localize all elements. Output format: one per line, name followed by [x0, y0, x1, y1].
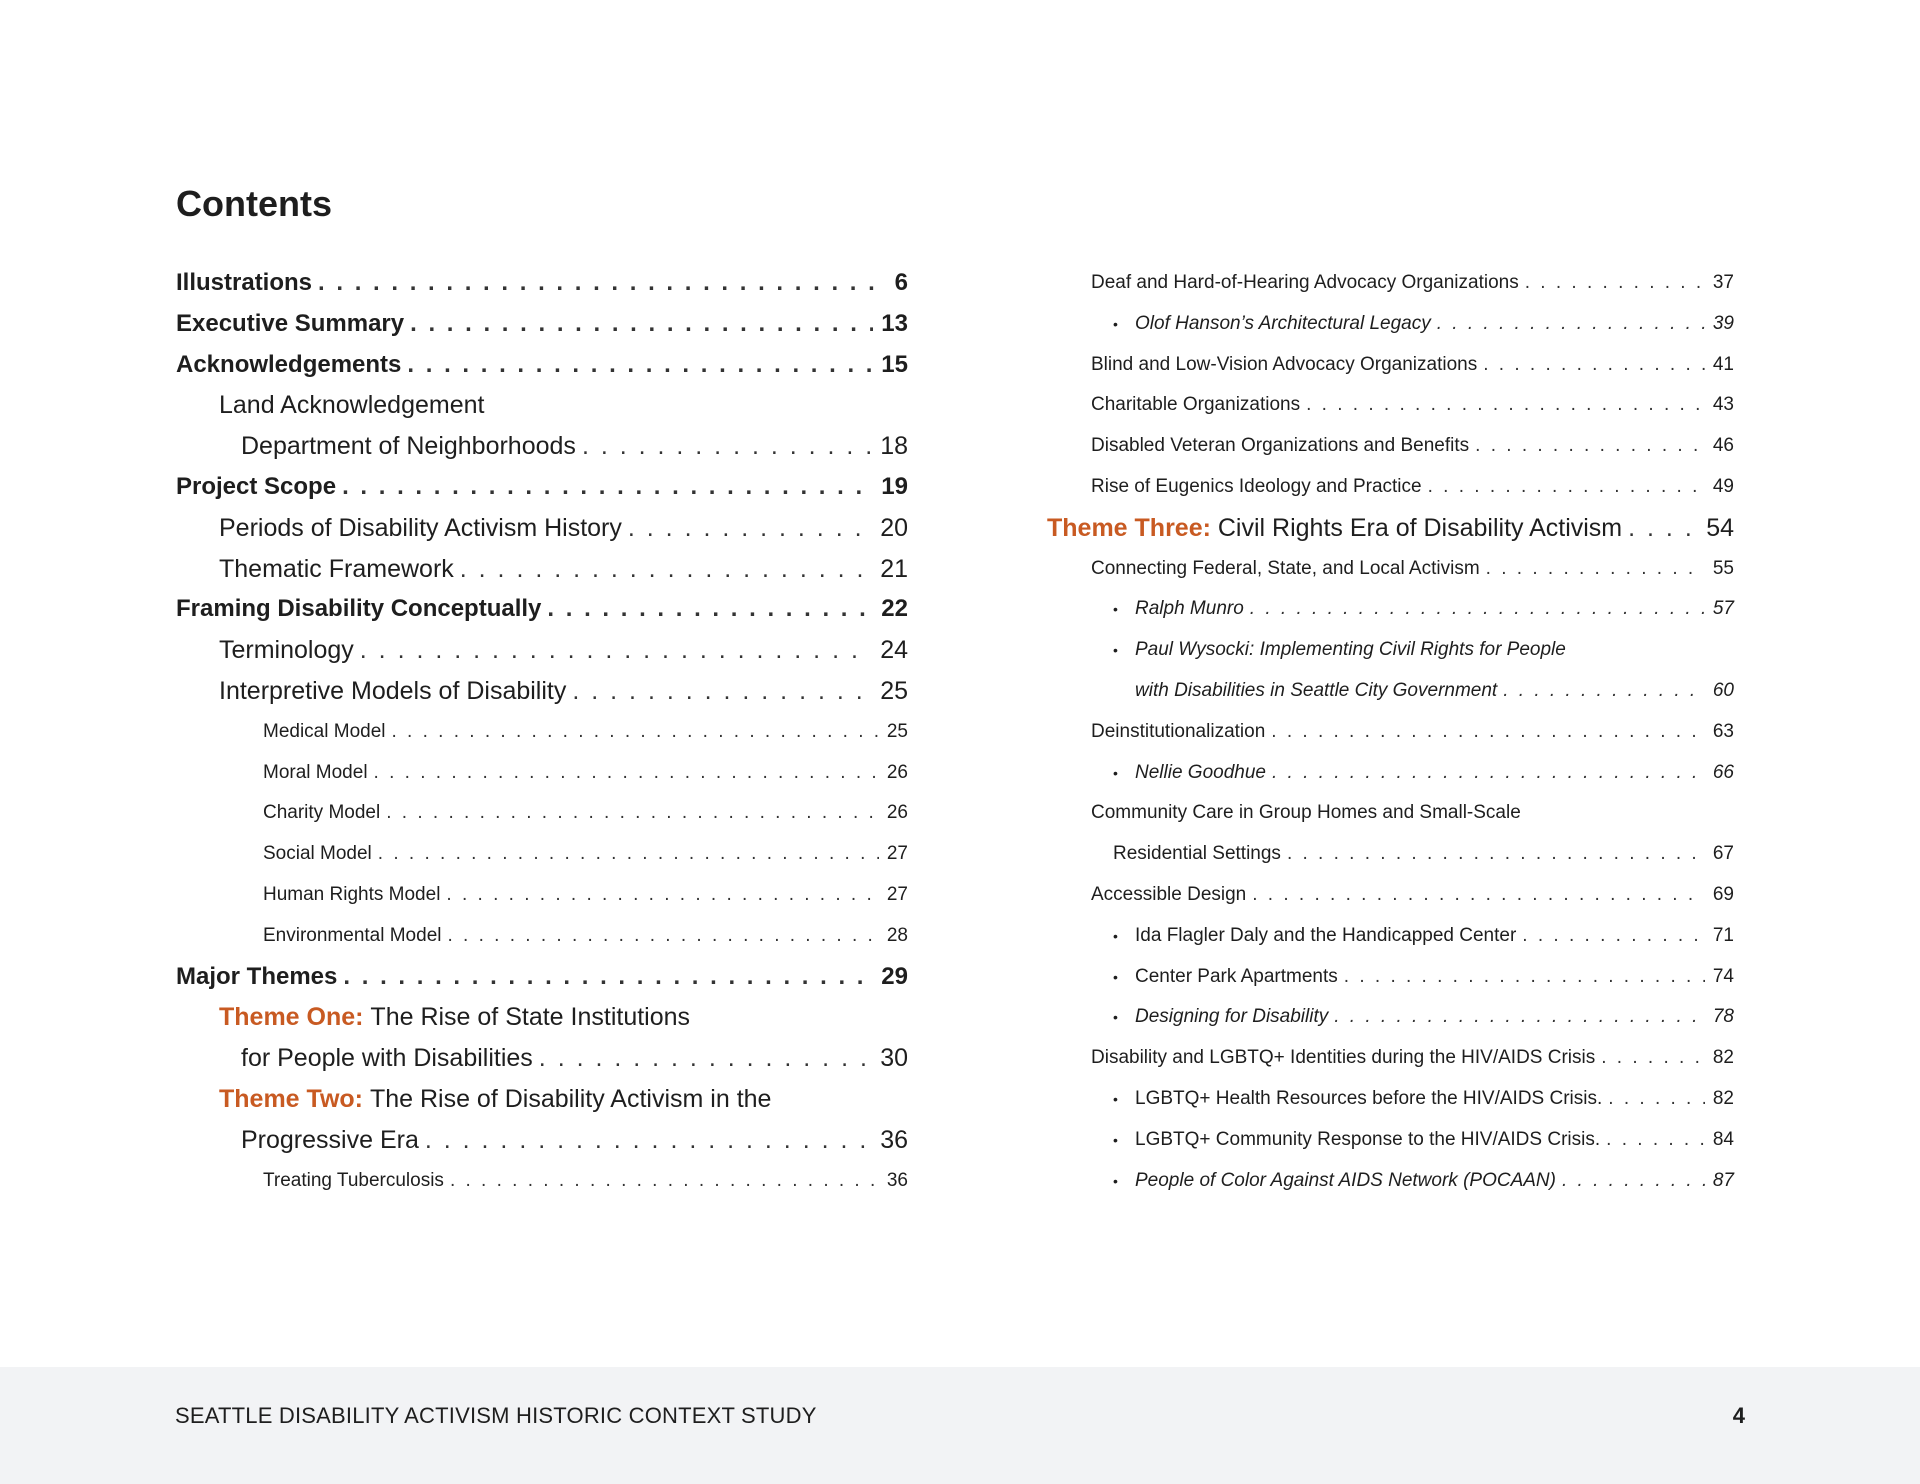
toc-entry-title: Community Care in Group Homes and Small-Scale: [1091, 802, 1521, 824]
toc-entry-label: [241, 429, 576, 463]
theme-number-label: Theme Three:: [1047, 513, 1218, 542]
toc-entry-label: [219, 674, 566, 708]
toc-entry-title: Charity Model: [263, 802, 381, 824]
bullet-icon: •: [1113, 601, 1118, 618]
toc-entry-label: [263, 919, 441, 953]
dot-leader: [460, 552, 872, 586]
toc-entry-title: Executive Summary: [176, 309, 405, 337]
toc-entry[interactable]: [176, 266, 908, 300]
toc-entry[interactable]: [1091, 429, 1734, 463]
toc-entry-label: [1091, 715, 1265, 749]
toc-entry-title: Disabled Veteran Organizations and Benefits: [1091, 435, 1470, 457]
dot-leader: [407, 348, 873, 382]
toc-entry-title: Human Rights Model: [263, 884, 441, 905]
toc-entry-page-number: 84: [1712, 1128, 1734, 1150]
dot-leader: [539, 1041, 872, 1075]
dot-leader: [447, 919, 878, 953]
toc-entry-label: [219, 1000, 690, 1034]
toc-entry[interactable]: [1113, 1000, 1734, 1034]
toc-entry[interactable]: [1113, 837, 1734, 871]
toc-entry-title: Civil Rights Era of Disability Activism: [1217, 513, 1623, 542]
dot-leader: [450, 1164, 879, 1198]
toc-entry-title: Deaf and Hard-of-Hearing Advocacy Organizations: [1091, 272, 1519, 293]
toc-entry[interactable]: [1113, 307, 1734, 341]
toc-entry-title: Project Scope: [176, 473, 337, 500]
theme-number-label: Theme One:: [219, 1003, 371, 1032]
toc-entry-page-number: 46: [1712, 435, 1734, 457]
toc-entry-title: Moral Model: [263, 761, 368, 783]
toc-entry-label: [263, 715, 386, 749]
toc-entry-page-number: 36: [886, 1169, 908, 1191]
toc-entry-title: Interpretive Models of Disability: [219, 677, 567, 705]
toc-entry[interactable]: [176, 960, 908, 994]
toc-entry[interactable]: [263, 1164, 908, 1198]
toc-entry-label: [1113, 1000, 1329, 1034]
toc-entry-page-number: 43: [1712, 394, 1734, 416]
dot-leader: [1287, 837, 1705, 871]
dot-leader: [1628, 511, 1698, 545]
dot-leader: [374, 756, 879, 790]
toc-entry-page-number: 13: [881, 309, 908, 337]
toc-entry-label: [1113, 756, 1266, 790]
dot-leader: [446, 878, 878, 912]
toc-entry-page-number: 55: [1712, 557, 1734, 579]
dot-leader: [1428, 470, 1705, 504]
bullet-icon: •: [1113, 1009, 1118, 1026]
dot-leader: [343, 960, 873, 994]
toc-entry-label: [263, 796, 380, 830]
toc-entry[interactable]: [1091, 470, 1734, 504]
toc-entry[interactable]: [1113, 1123, 1734, 1157]
toc-entry-title: Terminology: [219, 636, 354, 665]
toc-entry-label: [263, 878, 440, 912]
toc-entry-title: Center Park Apartments: [1135, 965, 1338, 987]
dot-leader: [1483, 348, 1705, 382]
dot-leader: [1503, 674, 1705, 708]
toc-entry-page-number: 19: [881, 473, 908, 500]
toc-entry-title: People of Color Against AIDS Network (POCAAN): [1135, 1169, 1556, 1191]
toc-entry-page-number: 74: [1712, 965, 1734, 987]
toc-entry-label: [263, 837, 372, 871]
toc-entry-title: Deinstitutionalization: [1091, 720, 1266, 742]
dot-leader: [318, 266, 887, 300]
toc-entry[interactable]: [1113, 1164, 1734, 1198]
toc-entry-label: [1091, 1041, 1595, 1075]
toc-entry[interactable]: [1091, 388, 1734, 422]
toc-entry-page-number: 28: [886, 924, 908, 946]
toc-entry-label: [241, 1123, 419, 1157]
bullet-icon: •: [1113, 764, 1118, 781]
toc-entry-label: [1113, 1082, 1603, 1116]
toc-entry-title: Medical Model: [263, 720, 386, 742]
toc-entry-label: [1091, 796, 1521, 830]
toc-entry-label: [219, 388, 484, 422]
toc-entry[interactable]: [219, 1082, 908, 1116]
toc-entry[interactable]: [1113, 756, 1734, 790]
dot-leader: [1522, 919, 1705, 953]
toc-entry-label: [176, 592, 541, 626]
toc-entry-title: Environmental Model: [263, 924, 442, 946]
toc-entry[interactable]: [176, 592, 908, 626]
toc-entry-label: [219, 552, 454, 586]
toc-entry-page-number: 87: [1712, 1169, 1734, 1191]
dot-leader: [1606, 1123, 1705, 1157]
toc-entry-page-number: 63: [1712, 720, 1734, 742]
footer-page-number: 4: [1732, 1403, 1745, 1428]
toc-entry[interactable]: [1091, 552, 1734, 586]
toc-entry-label: [1091, 878, 1246, 912]
toc-entry-title: The Rise of State Institutions: [370, 1003, 691, 1032]
toc-entry-title: LGBTQ+ Community Response to the HIV/AIDS Crisis.: [1135, 1128, 1601, 1150]
theme-number-label: Theme Two:: [219, 1085, 370, 1113]
dot-leader: [1334, 1000, 1705, 1034]
toc-entry[interactable]: [176, 348, 908, 382]
toc-entry[interactable]: [263, 878, 908, 912]
toc-entry-title: Illustrations: [176, 269, 313, 296]
toc-entry-page-number: 25: [886, 720, 908, 742]
toc-entry[interactable]: [263, 796, 908, 830]
toc-entry-label: [1091, 429, 1469, 463]
dot-leader: [392, 715, 879, 749]
toc-entry-label: [176, 266, 312, 300]
toc-entry-label: [176, 348, 401, 382]
toc-entry[interactable]: [1091, 348, 1734, 382]
dot-leader: [342, 470, 873, 504]
toc-entry-page-number: 26: [886, 761, 908, 783]
toc-entry-label: [1091, 388, 1300, 422]
toc-entry-label: [219, 633, 354, 667]
toc-entry-label: [1113, 592, 1244, 626]
dot-leader: [1306, 388, 1705, 422]
dot-leader: [1271, 715, 1705, 749]
toc-entry-label: [219, 511, 622, 545]
toc-entry[interactable]: [1091, 266, 1734, 300]
toc-entry-label: [1047, 511, 1622, 545]
bullet-icon: •: [1113, 968, 1118, 985]
toc-entry-label: [1091, 552, 1480, 586]
toc-entry-title: Disability and LGBTQ+ Identities during the HIV/AIDS Crisis: [1091, 1047, 1596, 1069]
toc-entry-page-number: 66: [1712, 761, 1734, 783]
toc-entry[interactable]: [1091, 878, 1734, 912]
toc-entry-title: for People with Disabilities: [241, 1044, 533, 1073]
toc-entry[interactable]: [176, 307, 908, 341]
toc-entry[interactable]: [219, 633, 908, 667]
dot-leader: [360, 633, 872, 667]
toc-entry-label: [1113, 633, 1566, 667]
toc-entry[interactable]: [219, 388, 908, 422]
toc-entry[interactable]: [219, 1000, 908, 1034]
toc-entry-page-number: 27: [886, 884, 908, 905]
toc-entry-title: Treating Tuberculosis: [263, 1169, 444, 1191]
bullet-icon: •: [1113, 642, 1118, 659]
toc-entry-title: Designing for Disability: [1135, 1006, 1329, 1028]
toc-entry-label: [1091, 266, 1519, 300]
toc-entry[interactable]: [263, 919, 908, 953]
toc-entry-title: Ida Flagler Daly and the Handicapped Center: [1135, 924, 1517, 946]
toc-entry-title: Ralph Munro: [1135, 598, 1244, 620]
toc-entry-title: Paul Wysocki: Implementing Civil Rights for People: [1135, 639, 1566, 661]
toc-entry-title: with Disabilities in Seattle City Government: [1135, 680, 1498, 701]
toc-entry-title: The Rise of Disability Activism in the: [369, 1085, 772, 1113]
dot-leader: [425, 1123, 872, 1157]
toc-entry-title: Framing Disability Conceptually: [176, 595, 542, 623]
dot-leader: [1525, 266, 1705, 300]
toc-entry-page-number: 29: [881, 962, 908, 990]
toc-entry-label: [176, 307, 404, 341]
bullet-icon: •: [1113, 1172, 1118, 1189]
bullet-icon: •: [1113, 927, 1118, 944]
toc-entry-page-number: 37: [1712, 272, 1734, 293]
toc-entry-label: [1091, 348, 1477, 382]
toc-entry-page-number: 57: [1712, 598, 1734, 620]
page-footer: [0, 1367, 1920, 1484]
toc-entry-label: [1135, 674, 1497, 708]
toc-entry-page-number: 36: [880, 1125, 908, 1154]
toc-entry-title: Rise of Eugenics Ideology and Practice: [1091, 476, 1422, 497]
toc-entry-label: [1113, 307, 1431, 341]
toc-entry[interactable]: [241, 1123, 908, 1157]
page-title: Contents: [176, 183, 332, 224]
toc-entry-page-number: 25: [880, 677, 908, 705]
toc-entry-title: Periods of Disability Activism History: [219, 513, 622, 542]
toc-entry[interactable]: [263, 756, 908, 790]
dot-leader: [1475, 429, 1705, 463]
dot-leader: [410, 307, 873, 341]
toc-entry-title: Department of Neighborhoods: [241, 432, 576, 461]
toc-entry-label: [1113, 1123, 1601, 1157]
toc-entry[interactable]: [1091, 796, 1734, 830]
dot-leader: [378, 837, 879, 871]
toc-entry-page-number: 24: [880, 636, 908, 665]
dot-leader: [1601, 1041, 1705, 1075]
toc-entry[interactable]: [263, 715, 908, 749]
toc-entry-title: Land Acknowledgement: [219, 391, 485, 420]
toc-entry-page-number: 22: [881, 595, 908, 623]
dot-leader: [1250, 592, 1705, 626]
toc-entry-page-number: 20: [880, 513, 908, 542]
dot-leader: [1252, 878, 1705, 912]
footer-document-title: SEATTLE DISABILITY ACTIVISM HISTORIC CONTEXT STUDY: [175, 1403, 817, 1428]
dot-leader: [1272, 756, 1705, 790]
toc-entry-page-number: 26: [886, 802, 908, 824]
toc-entry[interactable]: [1113, 592, 1734, 626]
dot-leader: [386, 796, 879, 830]
toc-entry[interactable]: [263, 837, 908, 871]
toc-entry-page-number: 30: [880, 1044, 908, 1073]
toc-entry-title: Accessible Design: [1091, 884, 1247, 905]
dot-leader: [628, 511, 872, 545]
toc-entry-title: LGBTQ+ Health Resources before the HIV/AIDS Crisis.: [1135, 1088, 1603, 1109]
toc-entry[interactable]: [219, 674, 908, 708]
toc-entry-label: [1113, 919, 1517, 953]
toc-entry-page-number: 82: [1712, 1088, 1734, 1109]
dot-leader: [1437, 307, 1705, 341]
toc-entry-label: [176, 960, 337, 994]
toc-entry-label: [1113, 960, 1338, 994]
toc-entry[interactable]: [1113, 633, 1734, 667]
toc-entry-page-number: 18: [880, 432, 908, 461]
toc-entry[interactable]: [1135, 674, 1734, 708]
toc-entry-page-number: 15: [881, 350, 908, 378]
dot-leader: [582, 429, 872, 463]
toc-entry-title: Charitable Organizations: [1091, 394, 1301, 416]
bullet-icon: •: [1113, 1091, 1118, 1107]
toc-entry-label: [176, 470, 336, 504]
toc-entry-page-number: 6: [894, 269, 908, 296]
toc-entry-page-number: 67: [1712, 843, 1734, 865]
toc-entry-label: [263, 756, 368, 790]
dot-leader: [547, 592, 873, 626]
toc-entry-title: Residential Settings: [1113, 843, 1281, 865]
toc-entry-label: [1091, 470, 1422, 504]
toc-entry-page-number: 78: [1712, 1006, 1734, 1028]
toc-entry[interactable]: [1113, 919, 1734, 953]
toc-entry-page-number: 54: [1706, 513, 1734, 542]
toc-entry[interactable]: [1113, 960, 1734, 994]
toc-entry[interactable]: [241, 429, 908, 463]
toc-entry-page-number: 39: [1712, 312, 1734, 334]
toc-entry-title: Major Themes: [176, 962, 338, 990]
bullet-icon: •: [1113, 1131, 1118, 1148]
toc-entry[interactable]: [1047, 511, 1734, 545]
toc-entry[interactable]: [219, 511, 908, 545]
toc-entry[interactable]: [176, 470, 908, 504]
toc-entry-label: [263, 1164, 444, 1198]
dot-leader: [1486, 552, 1705, 586]
toc-entry-label: [1113, 837, 1281, 871]
bullet-icon: •: [1113, 315, 1118, 332]
toc-entry-page-number: 21: [880, 554, 908, 583]
dot-leader: [1562, 1164, 1705, 1198]
toc-entry[interactable]: [241, 1041, 908, 1075]
toc-entry-page-number: 41: [1712, 353, 1734, 375]
toc-entry-title: Olof Hanson’s Architectural Legacy: [1135, 312, 1431, 334]
toc-entry-title: Connecting Federal, State, and Local Activism: [1091, 557, 1480, 579]
toc-entry-title: Nellie Goodhue: [1135, 761, 1266, 783]
dot-leader: [1344, 960, 1705, 994]
toc-entry-title: Blind and Low-Vision Advocacy Organizations: [1091, 353, 1478, 375]
toc-entry[interactable]: [1091, 715, 1734, 749]
toc-entry-title: Thematic Framework: [219, 554, 454, 583]
toc-entry-page-number: 27: [886, 843, 908, 865]
toc-entry-title: Progressive Era: [241, 1125, 419, 1154]
toc-entry[interactable]: [1091, 1041, 1734, 1075]
toc-entry-page-number: 82: [1712, 1047, 1734, 1069]
toc-entry-label: [1113, 1164, 1556, 1198]
dot-leader: [1608, 1082, 1705, 1116]
toc-entry-label: [241, 1041, 533, 1075]
toc-entry[interactable]: [219, 552, 908, 586]
toc-entry-title: Acknowledgements: [176, 350, 402, 378]
toc-entry-page-number: 71: [1712, 924, 1734, 946]
toc-entry-page-number: 69: [1712, 884, 1734, 905]
toc-entry-label: [219, 1082, 771, 1116]
toc-entry-page-number: 60: [1712, 680, 1734, 701]
toc-entry-title: Social Model: [263, 843, 372, 865]
dot-leader: [572, 674, 872, 708]
toc-entry-page-number: 49: [1712, 476, 1734, 497]
toc-entry[interactable]: [1113, 1082, 1734, 1116]
